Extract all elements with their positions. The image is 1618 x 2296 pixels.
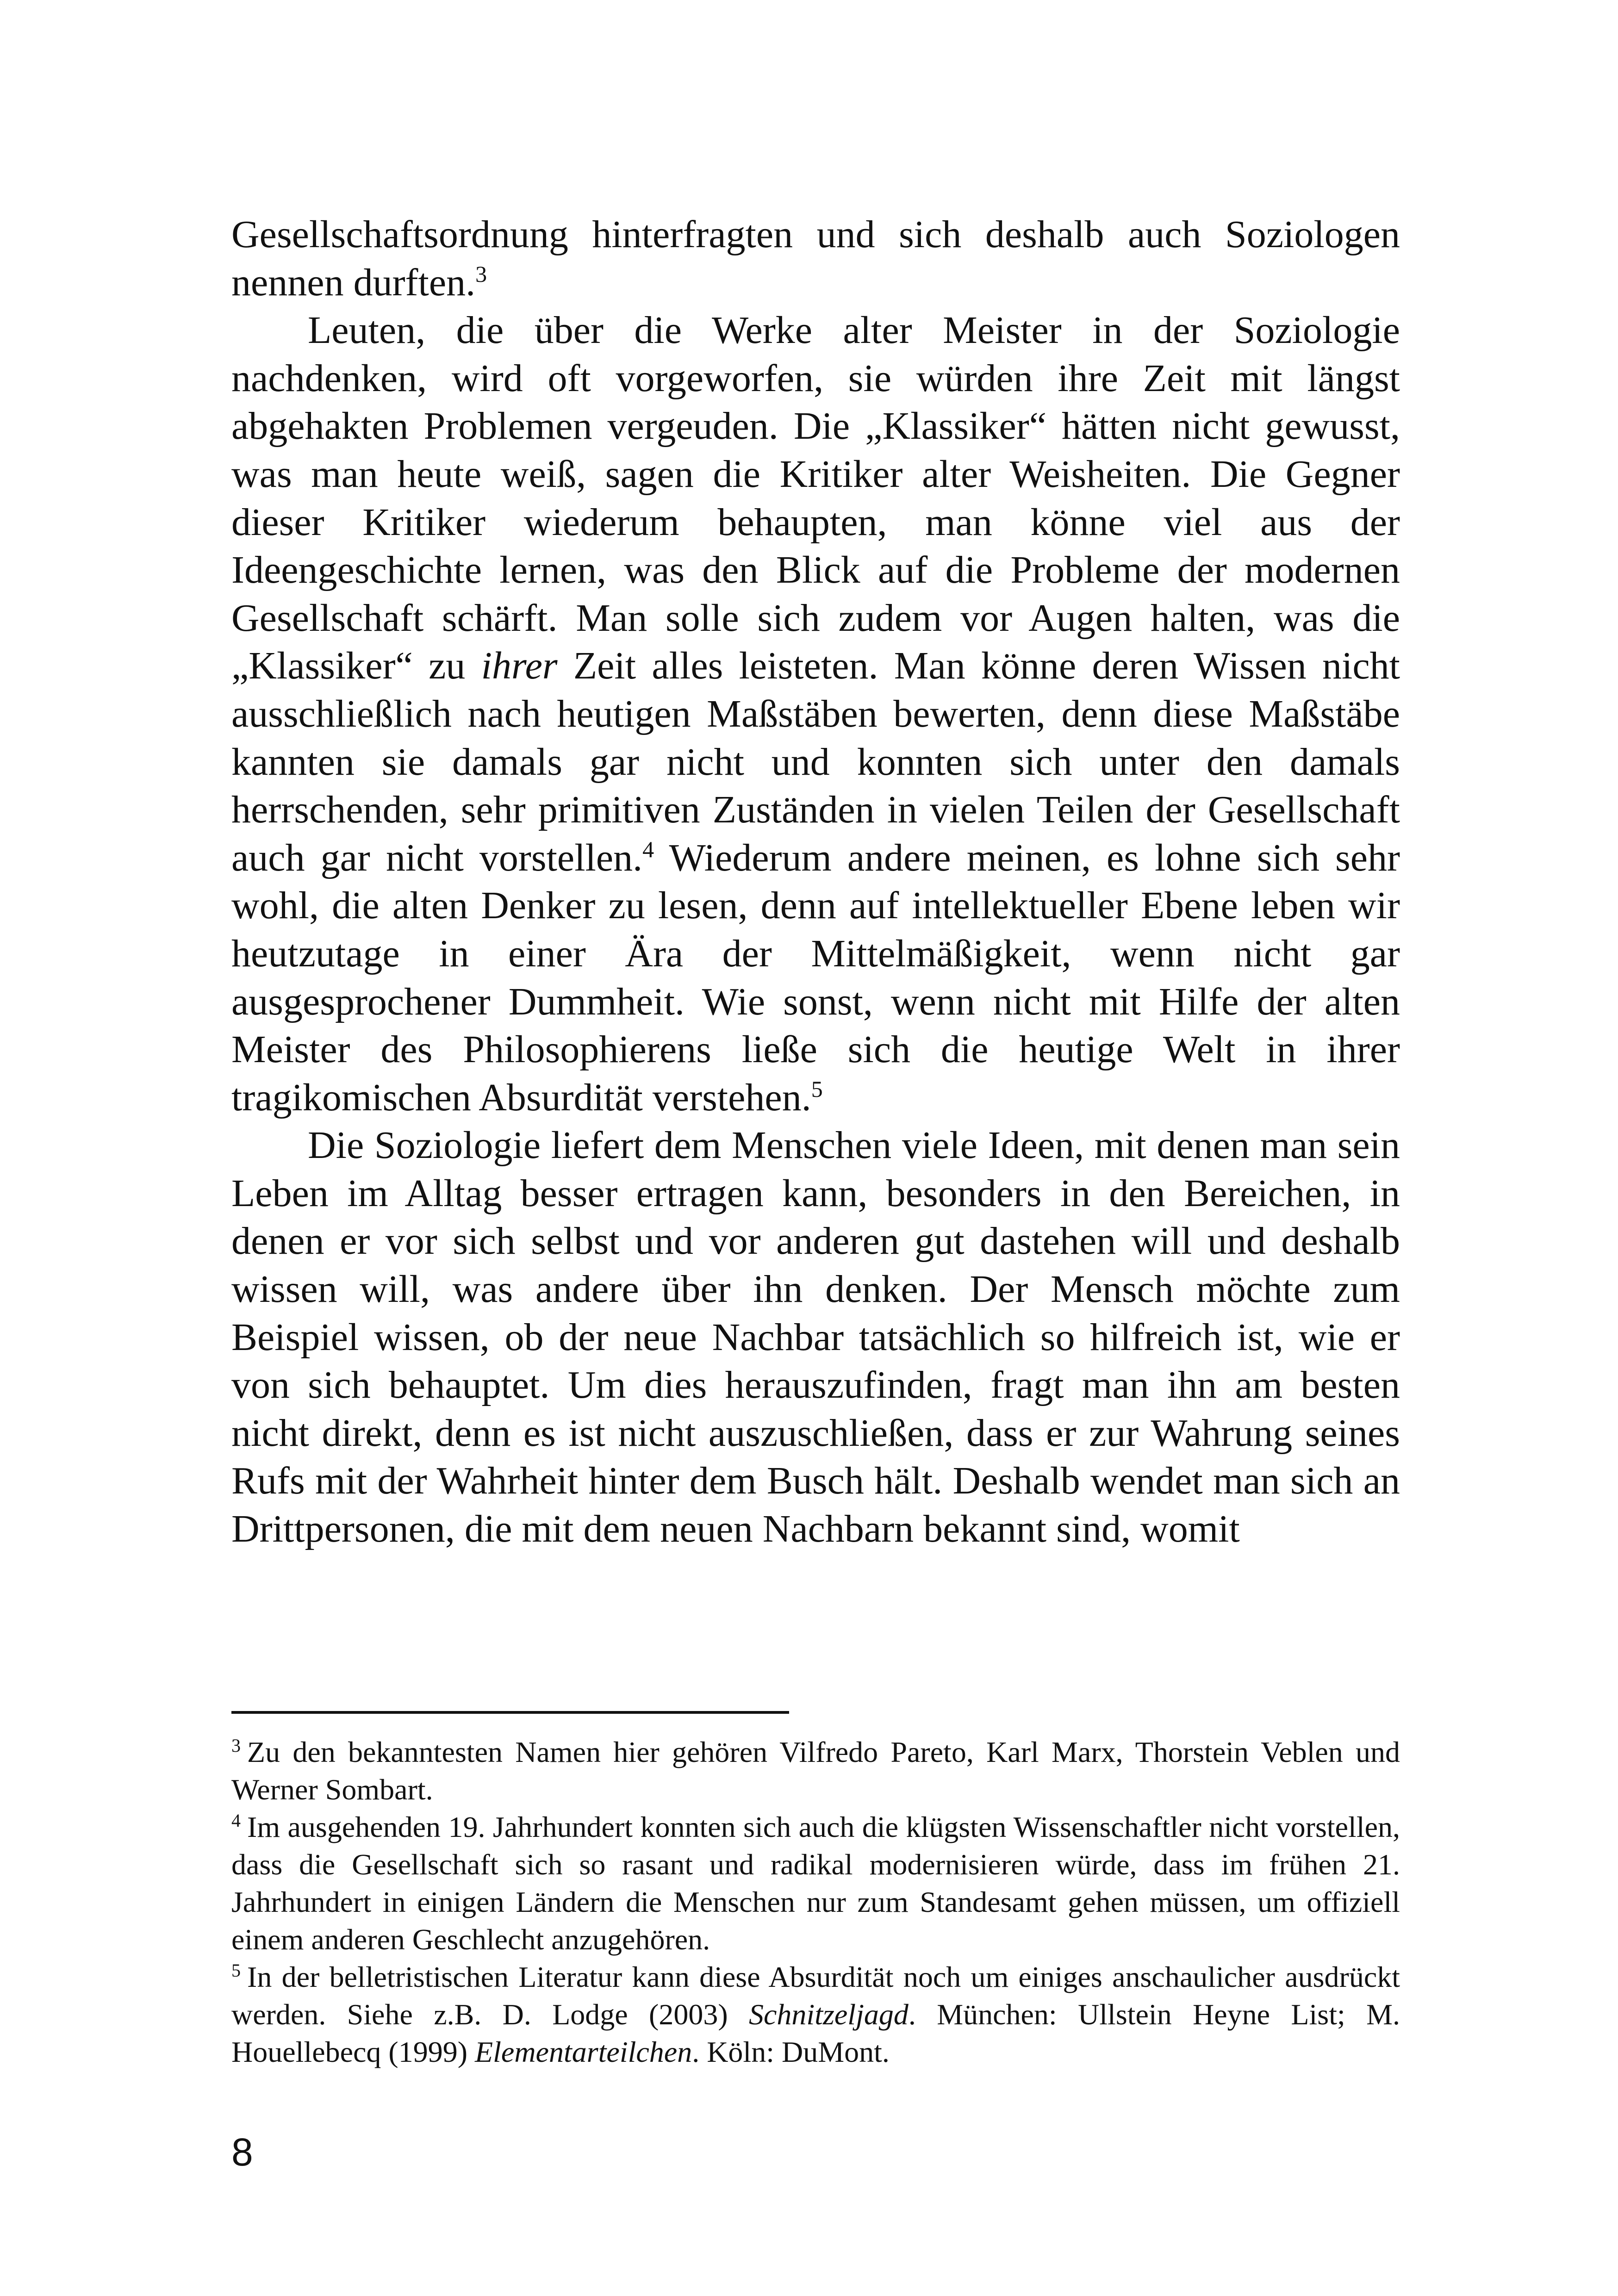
footnote-3 — [231, 1733, 1400, 1808]
book-title-elementarteilchen: Elementarteilchen — [475, 2035, 692, 2068]
footnote-number: 4 — [231, 1810, 241, 1831]
footnote-4 — [231, 1808, 1400, 1958]
book-title-schnitzeljagd: Schnitzeljagd — [749, 1998, 909, 2031]
footnote-number: 5 — [231, 1960, 241, 1981]
paragraph-1 — [231, 211, 1400, 306]
paragraph-3-text: Die Soziologie liefert dem Menschen viele Ideen, mit denen man sein Leben im Alltag besser ertragen kann, besonders in den Bereichen, in denen er vor sich selbst und vor anderen gut dastehen will und deshalb wissen will, was andere über ihn denken. Der Mensch möchte zum Beispiel wissen, ob der neue Nachbar tatsächlich so hilfreich ist, wie er von sich behauptet. Um dies herauszufinden, fragt man ihn am besten nicht direkt, denn es ist nicht auszuschließen, dass er zur Wahrung seines Rufs mit der Wahrheit hinter dem Busch hält. Deshalb wendet man sich an Drittpersonen, die mit dem neuen Nachbarn bekannt sind, womit — [231, 1124, 1400, 1551]
main-text — [231, 211, 1400, 1553]
footnotes — [231, 1733, 1400, 2071]
footnote-5 — [231, 1958, 1400, 2071]
paragraph-3 — [231, 1121, 1400, 1553]
footnote-text-b: . München: Ullstein Heyne List; M. Houellebecq (1999) — [231, 1998, 1400, 2068]
footnote-text-a: In der belletristischen Literatur kann diese Absurdität noch um einiges anschaulicher ausdrückt werden. Siehe z.B. D. Lodge (2003) — [231, 1960, 1400, 2031]
footnote-reference-4[interactable]: 4 — [642, 836, 654, 862]
footnote-text-c: . Köln: DuMont. — [692, 2035, 890, 2068]
paragraph-2-text-c: Wiederum andere meinen, es lohne sich sehr wohl, die alten Denker zu lesen, denn auf intellektueller Ebene leben wir heutzutage in einer Ära der Mittelmäßigkeit, wenn nicht gar ausgesprochener Dummheit. Wie sonst, wenn nicht mit Hilfe der alten Meister des Philosophierens ließe sich die heutige Welt in ihrer tragikomischen Absurdität verstehen. — [231, 836, 1400, 1119]
page-number: 8 — [231, 2130, 253, 2174]
paragraph-2-text-b: Zeit alles leisteten. Man könne deren Wissen nicht ausschließlich nach heutigen Maßstäben bewerten, denn diese Maßstäbe kannten sie damals gar nicht und konnten sich unter den damals herrschenden, sehr primitiven Zuständen in vielen Teilen der Gesellschaft auch gar nicht vorstellen. — [231, 644, 1400, 879]
footnote-separator — [231, 1711, 789, 1714]
footnote-number: 3 — [231, 1735, 241, 1756]
footnote-reference-5[interactable]: 5 — [811, 1076, 823, 1102]
footnote-text: Zu den bekanntesten Namen hier gehören Vilfredo Pareto, Karl Marx, Thorstein Veblen und Werner Sombart. — [231, 1736, 1400, 1806]
paragraph-2 — [231, 306, 1400, 1121]
footnote-reference-3[interactable]: 3 — [475, 261, 487, 287]
paragraph-2-text-a: Leuten, die über die Werke alter Meister in der Soziologie nachdenken, wird oft vorgeworfen, sie würden ihre Zeit mit längst abgehakten Problemen vergeuden. Die „Klassiker“ hätten nicht gewusst, was man heute weiß, sagen die Kritiker alter Weisheiten. Die Gegner dieser Kritiker wiederum behaupten, man könne viel aus der Ideengeschichte lernen, was den Blick auf die Probleme der modernen Gesellschaft schärft. Man solle sich zudem vor Augen halten, was die „Klassiker“ zu — [231, 309, 1400, 688]
paragraph-1-text: Gesellschaftsordnung hinterfragten und sich deshalb auch Soziologen nennen durften. — [231, 213, 1400, 304]
emphasis-ihrer: ihrer — [481, 644, 558, 688]
footnote-text: Im ausgehenden 19. Jahrhundert konnten sich auch die klügsten Wissenschaftler nicht vorstellen, dass die Gesellschaft sich so rasant und radikal modernisieren würde, dass im frühen 21. Jahrhundert in einigen Ländern die Menschen nur zum Standesamt gehen müssen, um offiziell einem anderen Geschlecht anzugehören. — [231, 1811, 1400, 1956]
